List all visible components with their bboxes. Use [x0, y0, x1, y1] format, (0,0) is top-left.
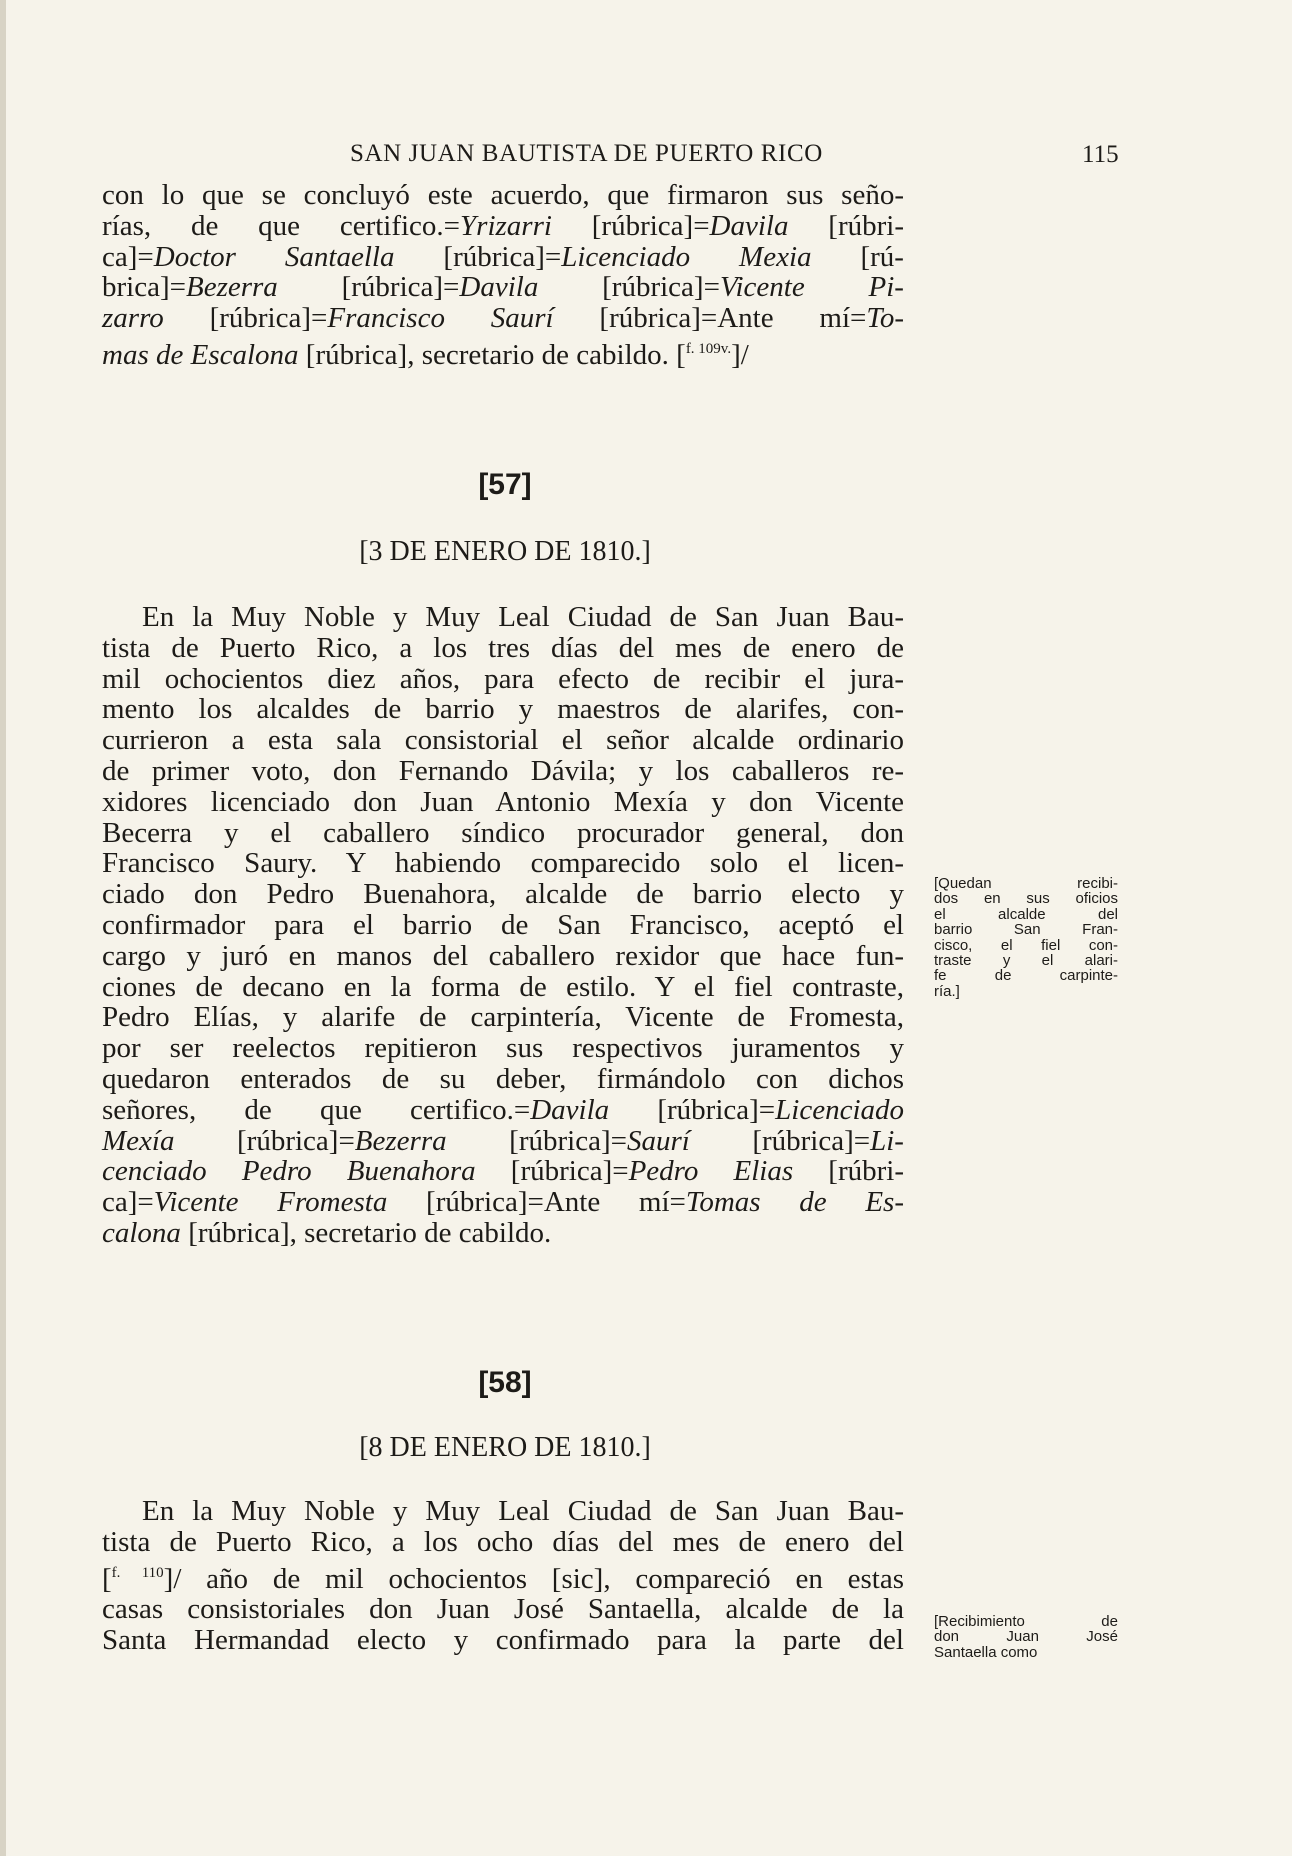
entry-date: [8 DE ENERO DE 1810.]	[359, 1432, 651, 1463]
text-line: mas de Escalona [rúbrica], secretario de cabildo. [$^{f. 109v.}$]/	[102, 338, 749, 371]
margin-note-line: barrio San Fran-	[934, 921, 1118, 939]
text-line: quedaron enterados de su deber, firmándolo con dichos	[102, 1062, 904, 1095]
margin-note-line: ría.]	[934, 982, 960, 1000]
margin-note-line: traste y el alari-	[934, 952, 1118, 970]
text-line: brica]=Bezerra [rúbrica]=Davila [rúbrica]=Vicente Pi-	[102, 271, 904, 304]
text-line: rías, de que certifico.=Yrizarri [rúbrica]=Davila [rúbri-	[102, 209, 904, 242]
text-line: cenciado Pedro Buenahora [rúbrica]=Pedro Elias [rúbri-	[102, 1155, 904, 1188]
continuation-paragraph	[102, 180, 904, 371]
text-line: ca]=Vicente Fromesta [rúbrica]=Ante mí=Tomas de Es-	[102, 1186, 904, 1219]
entry-paragraph	[102, 1496, 904, 1656]
entry-date: [3 DE ENERO DE 1810.]	[359, 536, 651, 567]
text-line: xidores licenciado don Juan Antonio Mexía y don Vicente	[102, 785, 904, 818]
text-line: señores, de que certifico.=Davila [rúbrica]=Licenciado	[102, 1093, 904, 1126]
margin-note-line: don Juan José	[934, 1628, 1118, 1646]
text-line: currieron a esta sala consistorial el señor alcalde ordinario	[102, 724, 904, 757]
margin-note-line: dos en sus oficios	[934, 890, 1118, 908]
text-line: zarro [rúbrica]=Francisco Saurí [rúbrica]=Ante mí=To-	[102, 302, 904, 335]
text-line: calona [rúbrica], secretario de cabildo.	[102, 1216, 552, 1249]
text-line: En la Muy Noble y Muy Leal Ciudad de San Juan Bau-	[142, 1495, 904, 1527]
text-line: Santa Hermandad electo y confirmado para la parte del	[102, 1624, 904, 1657]
text-line: ciones de decano en la forma de estilo. Y el fiel contraste,	[102, 970, 904, 1003]
text-line: con lo que se concluyó este acuerdo, que firmaron sus seño-	[102, 179, 904, 211]
margin-note-line: el alcalde del	[934, 905, 1118, 923]
margin-note	[934, 1614, 1118, 1660]
margin-note-line: cisco, el fiel con-	[934, 936, 1118, 954]
text-line: Pedro Elías, y alarife de carpintería, Vicente de Fromesta,	[102, 1001, 904, 1034]
text-line: En la Muy Noble y Muy Leal Ciudad de San Juan Bau-	[142, 601, 904, 633]
margin-note-line: fe de carpinte-	[934, 967, 1118, 985]
text-line: Mexía [rúbrica]=Bezerra [rúbrica]=Saurí [rúbrica]=Li-	[102, 1124, 904, 1157]
text-line: ca]=Doctor Santaella [rúbrica]=Licenciado Mexia [rú-	[102, 240, 904, 273]
text-line: [$^{f. 110}$]/ año de mil ochocientos [sic], compareció en estas	[102, 1562, 904, 1595]
page-number: 115	[1082, 141, 1119, 168]
text-line: Becerra y el caballero síndico procurador general, don	[102, 816, 904, 849]
text-line: de primer voto, don Fernando Dávila; y los caballeros re-	[102, 754, 904, 787]
folio-marker: f. 110	[111, 1564, 164, 1581]
text-line: confirmador para el barrio de San Francisco, aceptó el	[102, 908, 904, 941]
margin-note-line: [Quedan recibi-	[934, 875, 1118, 892]
scan-edge	[0, 0, 6, 1856]
text-line: ciado don Pedro Buenahora, alcalde de barrio electo y	[102, 878, 904, 911]
text-line: cargo y juró en manos del caballero rexidor que hace fun-	[102, 939, 904, 972]
margin-note-line: Santaella como	[934, 1643, 1038, 1661]
entry-number: [58]	[478, 1366, 532, 1399]
text-line: tista de Puerto Rico, a los tres días del mes de enero de	[102, 631, 904, 664]
entry-number: [57]	[478, 468, 532, 501]
margin-note	[934, 876, 1118, 999]
text-line: mil ochocientos diez años, para efecto de recibir el jura-	[102, 662, 904, 695]
text-line: casas consistoriales don Juan José Santaella, alcalde de la	[102, 1593, 904, 1626]
folio-marker: f. 109v.	[685, 340, 732, 357]
text-line: tista de Puerto Rico, a los ocho días del mes de enero del	[102, 1525, 904, 1558]
text-line: mento los alcaldes de barrio y maestros de alarifes, con-	[102, 693, 904, 726]
text-line: Francisco Saury. Y habiendo comparecido solo el licen-	[102, 847, 904, 880]
text-line: por ser reelectos repitieron sus respectivos juramentos y	[102, 1032, 904, 1065]
running-head: SAN JUAN BAUTISTA DE PUERTO RICO	[350, 140, 823, 167]
entry-paragraph	[102, 602, 904, 1249]
margin-note-line: [Recibimiento de	[934, 1613, 1118, 1630]
